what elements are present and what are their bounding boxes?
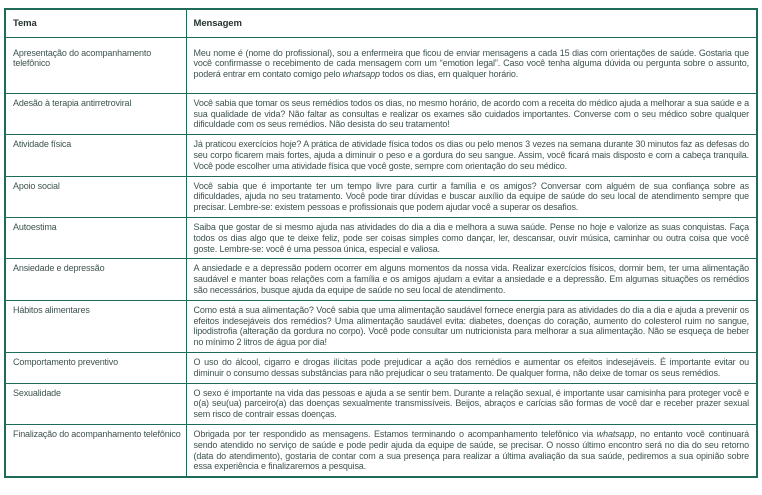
table-row — [5, 176, 757, 217]
tema-cell: Hábitos alimentares — [5, 300, 186, 352]
messages-table — [4, 8, 758, 478]
table-header — [5, 9, 757, 37]
table-row — [5, 218, 757, 259]
mensagem-cell: Você sabia que é importante ter um tempo livre para curtir a família e os amigos? Conversar com alguém de sua confiança sobre as dificuldades, ajuda no seu tratamento. Você pode tirar dúvidas e buscar auxílio da equipe de saúde do seu local de atendimento sempre que precisar. Lembre-se: existem pessoas e profissionais que podem ajudar você a superar os desafios. — [186, 176, 757, 217]
mensagem-cell: Você sabia que tomar os seus remédios todos os dias, no mesmo horário, de acordo com a receita do médico ajuda a melhorar a sua saúde e a sua qualidade de vida? Não faltar as consultas e realizar os exames são cuidados importantes. Converse com o seu médico sobre qualquer dificuldade com os seus remédios. Não desista do seu tratamento! — [186, 93, 757, 134]
table-row — [5, 300, 757, 352]
tema-cell: Autoestima — [5, 218, 186, 259]
mensagem-cell: Obrigada por ter respondido as mensagens. Estamos terminando o acompanhamento telefônico via whatsapp, no entanto você continuará sendo atendido no serviço de saúde e pode pedir ajuda da equipe de saúde, se precisar. O nosso último encontro será no dia do seu retorno (data do atendimento), gostaria de contar com a sua presença para realizar a última avaliação da sua saúde, pediremos a sua opinião sobre essa experiência e finalizaremos a pesquisa. — [186, 425, 757, 478]
table-row — [5, 259, 757, 300]
table-row — [5, 383, 757, 424]
tema-cell: Adesão à terapia antirretroviral — [5, 93, 186, 134]
mensagem-cell: Meu nome é (nome do profissional), sou a enfermeira que ficou de enviar mensagens a cada 15 dias com orientações de saúde. Gostaria que você confirmasse o recebimento de cada mensagem com um “emotion legal”. Caso você tenha alguma dúvida ou pergunta sobre o assunto, poderá entrar em contato comigo pelo whatsapp todos os dias, em qualquer horário. — [186, 37, 757, 93]
mensagem-cell: O sexo é importante na vida das pessoas e ajuda a se sentir bem. Durante a relação sexual, é importante usar camisinha para proteger você e o(a) seu(ua) parceiro(a) das doenças sexualmente transmissíveis. Beijos, abraços e carícias são formas de você dar e receber prazer sexual sem risco de contrair essas doenças. — [186, 383, 757, 424]
mensagem-cell: Saiba que gostar de si mesmo ajuda nas atividades do dia a dia e melhora a suwa saúde. Pense no hoje e valorize as suas conquistas. Faça todos os dias algo que te deixe feliz, pode ser coisas simples como dançar, ler, descansar, ouvir música, caminhar ou outra coisa que você goste. Lembre-se: você é uma pessoa única, especial e valiosa. — [186, 218, 757, 259]
table-row — [5, 425, 757, 478]
tema-cell: Atividade física — [5, 135, 186, 176]
header-row — [5, 9, 757, 37]
mensagem-cell: A ansiedade e a depressão podem ocorrer em alguns momentos da nossa vida. Realizar exercícios físicos, dormir bem, ter uma alimentação saudável e manter boas relações com a família e os amigos ajudam a evitar a ansiedade e a depressão. Em algumas situações os remédios são necessários, busque ajuda da equipe de saúde no seu local de atendimento. — [186, 259, 757, 300]
mensagem-cell: O uso do álcool, cigarro e drogas ilícitas pode prejudicar a ação dos remédios e aumentar os efeitos indesejáveis. É importante evitar ou diminuir o consumo dessas substâncias para não prejudicar o seu tratamento. De qualquer forma, não deixe de tomar os seus remédios. — [186, 353, 757, 384]
table-row — [5, 135, 757, 176]
table-row — [5, 93, 757, 134]
table-body — [5, 37, 757, 477]
mensagem-cell: Como está a sua alimentação? Você sabia que uma alimentação saudável fornece energia para as atividades do dia a dia e ajuda a prevenir os efeitos indesejáveis dos remédios? Uma alimentação saudável evita: diabetes, doenças do coração, aumento do colesterol ruim no sangue, lipodistrofia (alteração da gordura no corpo). Você pode consultar um nutricionista para melhorar a sua alimentação. Não se esqueça de beber no mínimo 2 litros de água por dia! — [186, 300, 757, 352]
tema-cell: Apresentação do acompanhamento telefônico — [5, 37, 186, 93]
tema-cell: Sexualidade — [5, 383, 186, 424]
column-header-mensagem: Mensagem — [186, 9, 757, 37]
table-row — [5, 353, 757, 384]
tema-cell: Finalização do acompanhamento telefônico — [5, 425, 186, 478]
tema-cell: Comportamento preventivo — [5, 353, 186, 384]
tema-cell: Apoio social — [5, 176, 186, 217]
column-header-tema: Tema — [5, 9, 186, 37]
table-row — [5, 37, 757, 93]
tema-cell: Ansiedade e depressão — [5, 259, 186, 300]
mensagem-cell: Já praticou exercícios hoje? A prática de atividade física todos os dias ou pelo menos 3 vezes na semana durante 30 minutos faz as defesas do seu corpo ficarem mais fortes, ajuda a diminuir o peso e a gordura do seu sangue. Assim, você ficará mais disposto e com a cabeça tranquila. Você pode escolher uma atividade física que você goste, sempre com orientação do seu médico. — [186, 135, 757, 176]
